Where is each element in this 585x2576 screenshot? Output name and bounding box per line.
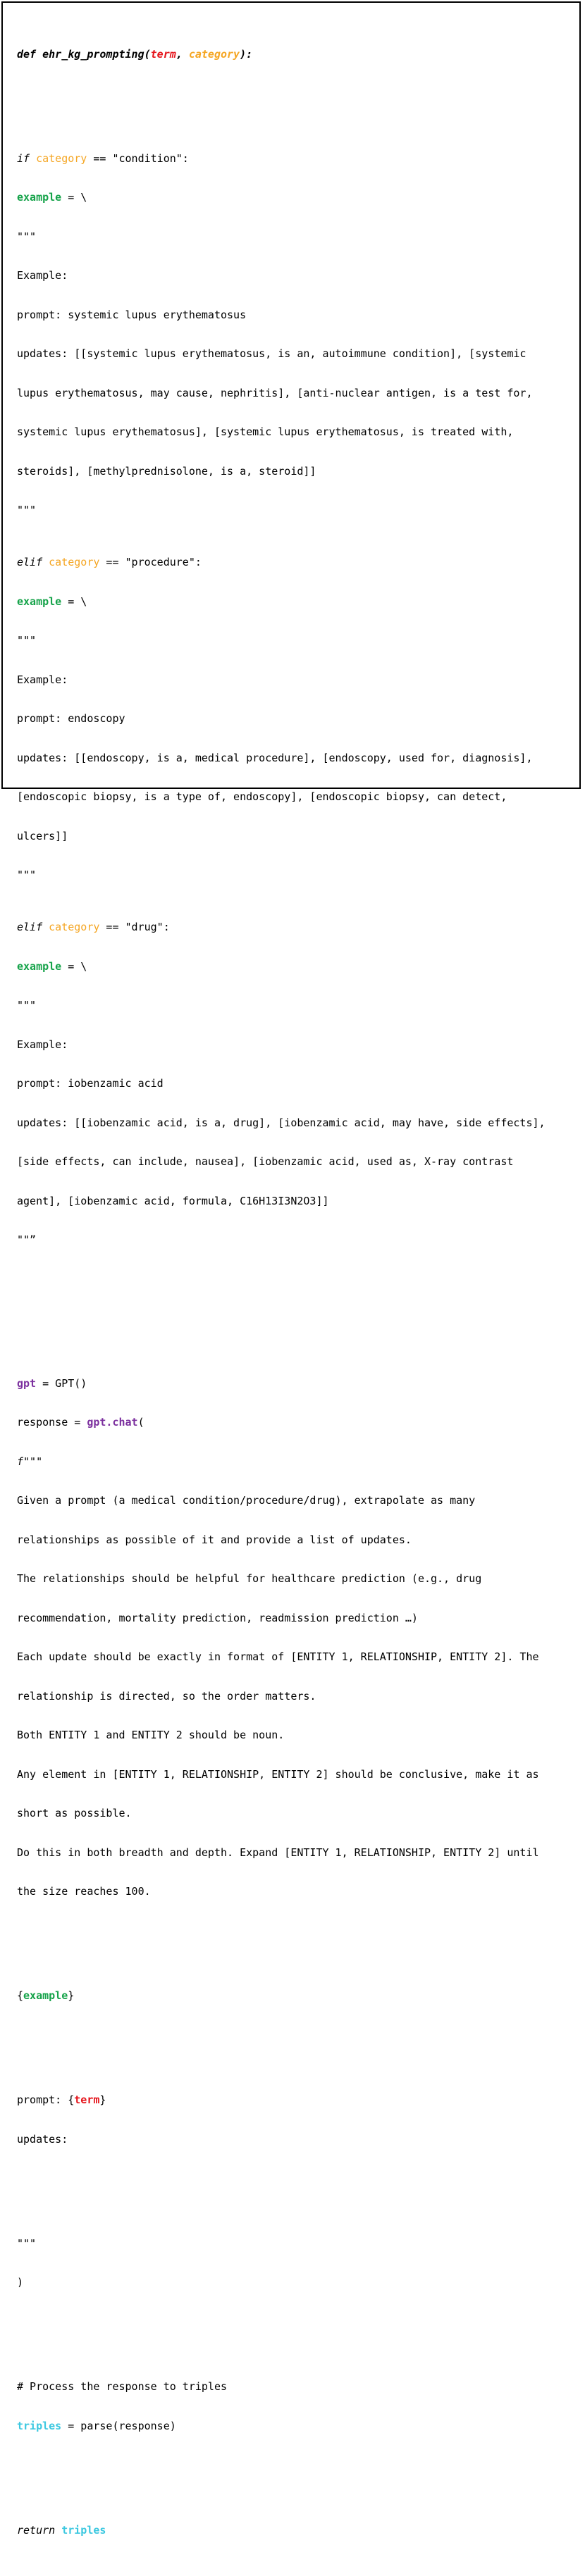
space (42, 921, 49, 933)
code-line-close-paren: ) (17, 2276, 24, 2289)
example-variable: example (23, 1989, 68, 2002)
brace-open: { (68, 2093, 75, 2106)
code-line-triple-quote-end: ""” (17, 1233, 37, 1246)
elif-keyword: elif (17, 921, 43, 933)
triples-variable: triples (17, 2419, 62, 2432)
code-line-blank (17, 2041, 574, 2055)
code-line-procedure-example: [endoscopic biopsy, is a type of, endoscopy], [endoscopic biopsy, can detect, (17, 790, 507, 803)
assign-backslash: = \ (61, 595, 87, 608)
code-line-prompt-text: Given a prompt (a medical condition/procedure/drug), extrapolate as many (17, 1494, 476, 1507)
brace-open: { (17, 1989, 24, 2002)
code-line-procedure-example: prompt: endoscopy (17, 712, 125, 725)
code-line-drug-example: [side effects, can include, nausea], [iobenzamic acid, used as, X-ray contrast (17, 1155, 514, 1168)
gpt-variable: gpt (17, 1376, 37, 1390)
gpt-chat-call: gpt.chat (87, 1416, 138, 1429)
response-assign: response = (17, 1416, 87, 1429)
code-line-condition-example: lupus erythematosus, may cause, nephritis], [anti-nuclear antigen, is a test for, (17, 386, 533, 399)
code-line-prompt-text: Both ENTITY 1 and ENTITY 2 should be noun. (17, 1729, 285, 1741)
code-line-blank (17, 1325, 574, 1338)
assign-backslash: = \ (61, 959, 87, 973)
triples-variable: triples (61, 2523, 106, 2537)
elif-keyword: elif (17, 556, 43, 568)
code-line-prompt-text: Do this in both breadth and depth. Expand [ENTITY 1, RELATIONSHIP, ENTITY 2] until (17, 1846, 539, 1859)
space (42, 556, 49, 568)
space (36, 48, 42, 61)
code-listing (17, 8, 574, 2576)
code-line-prompt-text: relationship is directed, so the order matters. (17, 1689, 316, 1703)
code-figure-frame (1, 1, 581, 2537)
code-line-if-condition (17, 152, 574, 166)
code-line-triple-quote: """ (17, 869, 37, 881)
category-variable: category (49, 921, 100, 933)
code-line-prompt-text: recommendation, mortality prediction, readmission prediction …) (17, 1611, 418, 1624)
procedure-compare: == "procedure": (99, 556, 202, 568)
code-line-blank (17, 2328, 574, 2341)
code-line-blank (17, 2185, 574, 2198)
example-variable: example (17, 595, 62, 608)
fstring-prefix: f (17, 1455, 24, 1468)
return-keyword: return (17, 2523, 56, 2537)
code-line-example-header: Example: (17, 1038, 68, 1051)
space (55, 2524, 61, 2537)
function-name: ehr_kg_prompting (42, 47, 144, 61)
code-line-return (17, 2524, 574, 2537)
gpt-assign: = GPT() (36, 1376, 87, 1390)
close-paren-colon: ): (240, 47, 253, 61)
code-line-triple-quote: """ (17, 504, 37, 516)
code-line-prompt-text: relationships as possible of it and provide a list of updates. (17, 1533, 412, 1546)
open-paren: ( (144, 47, 151, 61)
code-line-elif-drug (17, 921, 574, 934)
space (30, 152, 36, 165)
code-line-def (17, 48, 574, 61)
code-line-triple-quote: """ (17, 999, 37, 1012)
code-line-condition-example: prompt: systemic lupus erythematosus (17, 308, 247, 321)
code-line-drug-example: updates: [[iobenzamic acid, is a, drug], [iobenzamic acid, may have, side effects], (17, 1116, 546, 1129)
def-keyword: def (17, 47, 37, 61)
code-line-blank (17, 2472, 574, 2485)
code-line-drug-example: prompt: iobenzamic acid (17, 1077, 164, 1090)
parse-call: = parse(response) (61, 2419, 176, 2432)
code-line-condition-example: steroids], [methylprednisolone, is a, steroid]] (17, 464, 316, 478)
code-line-comment: # Process the response to triples (17, 2380, 228, 2393)
param-term: term (150, 47, 176, 61)
brace-close: } (99, 2093, 106, 2106)
triple-quote: """ (23, 1455, 43, 1468)
chat-open-paren: ( (137, 1416, 144, 1429)
param-comma: , (176, 47, 183, 61)
code-line-condition-example: systemic lupus erythematosus], [systemic lupus erythematosus, is treated with, (17, 425, 514, 438)
code-line-procedure-example: updates: [[endoscopy, is a, medical procedure], [endoscopy, used for, diagnosis], (17, 751, 533, 764)
prompt-label: prompt: (17, 2093, 68, 2106)
term-variable: term (74, 2093, 100, 2106)
code-line-procedure-example: ulcers]] (17, 829, 68, 842)
example-variable: example (17, 191, 62, 204)
category-variable: category (36, 151, 87, 165)
code-line-example-header: Example: (17, 269, 68, 282)
code-line-blank (17, 100, 574, 113)
condition-compare: == "condition": (87, 151, 189, 165)
code-line-example-assign (17, 191, 574, 204)
code-line-triple-quote: """ (17, 230, 37, 243)
code-line-updates-label: updates: (17, 2132, 68, 2146)
code-line-drug-example: agent], [iobenzamic acid, formula, C16H13I3N2O3]] (17, 1194, 329, 1207)
code-line-example-assign (17, 960, 574, 973)
category-variable: category (49, 556, 100, 568)
code-line-prompt-text: short as possible. (17, 1807, 132, 1819)
code-line-prompt-text: The relationships should be helpful for healthcare prediction (e.g., drug (17, 1572, 482, 1585)
code-line-blank (17, 1937, 574, 1950)
code-line-triple-quote: """ (17, 2236, 37, 2250)
code-line-example-assign (17, 595, 574, 609)
code-line-prompt-text: the size reaches 100. (17, 1885, 151, 1898)
example-variable: example (17, 959, 62, 973)
assign-backslash: = \ (61, 191, 87, 204)
code-line-blank (17, 1286, 574, 1299)
code-line-prompt-text: Each update should be exactly in format of [ENTITY 1, RELATIONSHIP, ENTITY 2]. The (17, 1650, 539, 1663)
code-line-condition-example: updates: [[systemic lupus erythematosus, is an, autoimmune condition], [systemic (17, 347, 526, 360)
code-line-example-header: Example: (17, 673, 68, 686)
code-line-triple-quote: """ (17, 634, 37, 647)
code-line-prompt-text: Any element in [ENTITY 1, RELATIONSHIP, ENTITY 2] should be conclusive, make it as (17, 1767, 539, 1781)
code-line-fstring-open (17, 1455, 574, 1469)
code-line-example-placeholder (17, 1989, 574, 2003)
brace-close: } (68, 1989, 75, 2002)
code-line-response-assign (17, 1416, 574, 1429)
space (183, 48, 189, 61)
drug-compare: == "drug": (99, 921, 170, 933)
code-line-prompt-term (17, 2093, 574, 2107)
code-line-gpt-init (17, 1377, 574, 1390)
if-keyword: if (17, 151, 30, 165)
code-line-elif-procedure (17, 556, 574, 569)
code-line-triples-assign (17, 2420, 574, 2433)
param-category: category (188, 47, 240, 61)
